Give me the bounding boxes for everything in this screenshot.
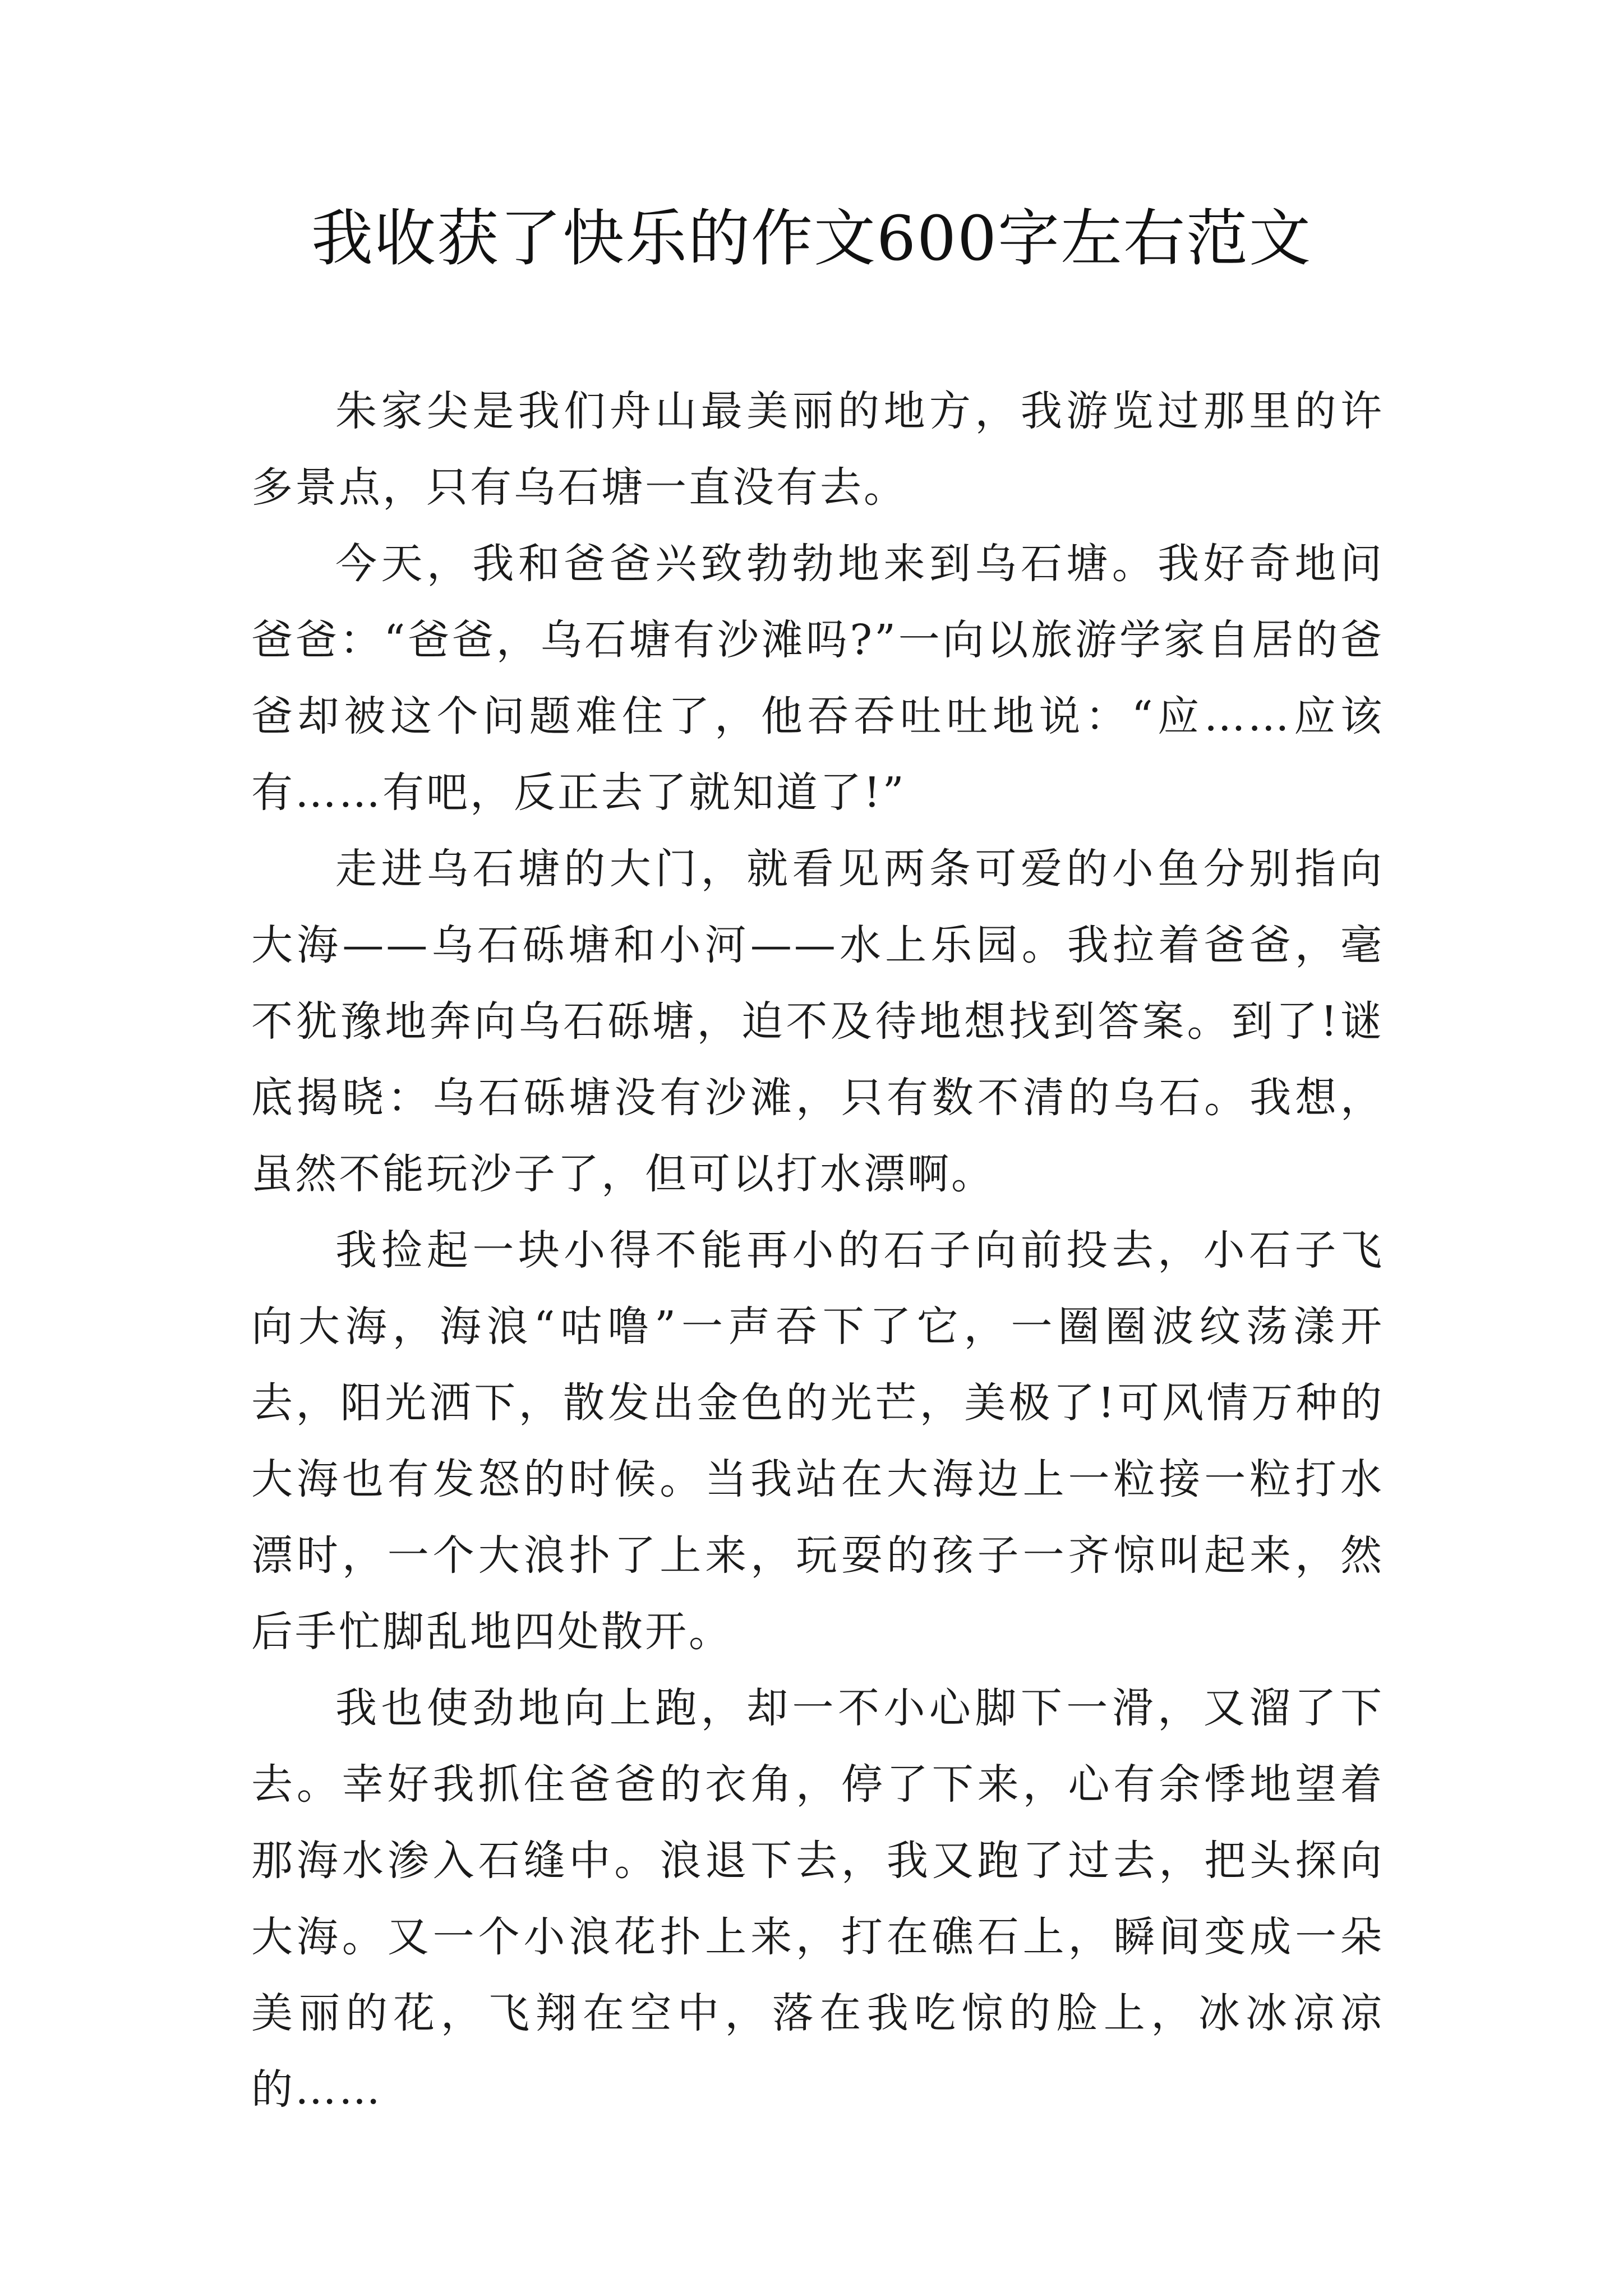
document-body [251, 373, 1384, 2128]
paragraph-5: 我也使劲地向上跑，却一不小心脚下一滑，又溜了下去。幸好我抓住爸爸的衣角，停了下来，心有余悸地望着那海水渗入石缝中。浪退下去，我又跑了过去，把头探向大海。又一个小浪花扑上来，打在礁石上，瞬间变成一朵美丽的花，飞翔在空中，落在我吃惊的脸上，冰冰凉凉的…… [251, 1684, 1384, 2114]
paragraph-3: 走进乌石塘的大门，就看见两条可爱的小鱼分别指向大海——乌石砾塘和小河——水上乐园。我拉着爸爸，毫不犹豫地奔向乌石砾塘，迫不及待地想找到答案。到了!谜底揭晓：乌石砾塘没有沙滩，只有数不清的乌石。我想，虽然不能玩沙子了，但可以打水漂啊。 [251, 845, 1384, 1198]
paragraph-4: 我捡起一块小得不能再小的石子向前投去，小石子飞向大海，海浪“咕噜”一声吞下了它，一圈圈波纹荡漾开去，阳光洒下，散发出金色的光芒，美极了!可风情万种的大海也有发怒的时候。当我站在大海边上一粒接一粒打水漂时，一个大浪扑了上来，玩耍的孩子一齐惊叫起来，然后手忙脚乱地四处散开。 [251, 1226, 1384, 1656]
paragraph-2: 今天，我和爸爸兴致勃勃地来到乌石塘。我好奇地问爸爸：“爸爸，乌石塘有沙滩吗?”一向以旅游学家自居的爸爸却被这个问题难住了，他吞吞吐吐地说：“应……应该有……有吧，反正去了就知道了!” [251, 540, 1384, 817]
paragraph-1: 朱家尖是我们舟山最美丽的地方，我游览过那里的许多景点，只有乌石塘一直没有去。 [251, 387, 1384, 512]
document-title: 我收获了快乐的作文600字左右范文 [311, 203, 1312, 274]
